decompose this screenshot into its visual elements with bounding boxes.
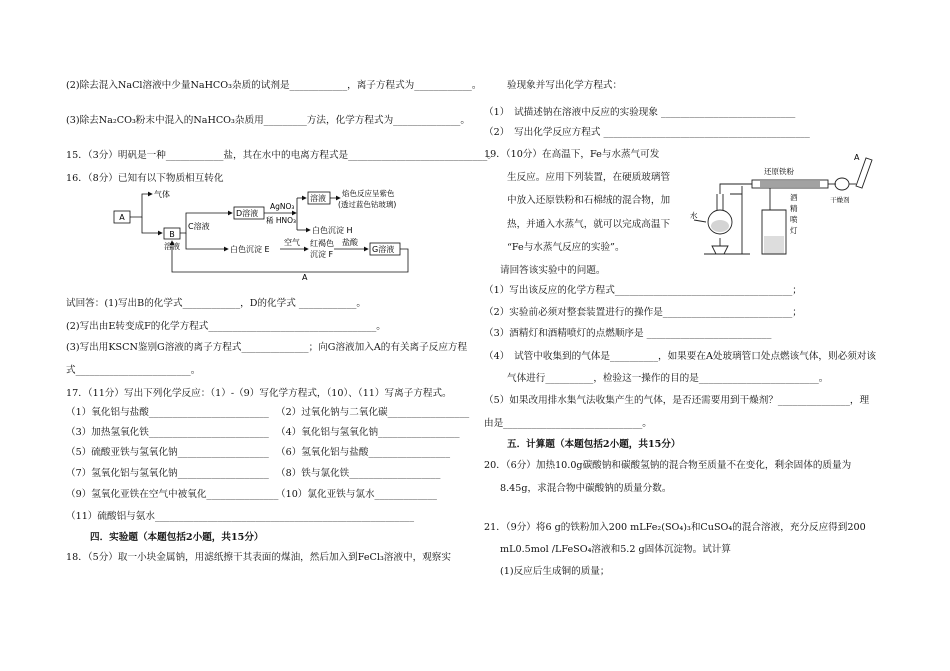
q19-sub5: （5）如果改用排水集气法收集产生的气体，是否还需要用到干燥剂？_______________，理: [484, 395, 870, 406]
q18-cont: 验现象并写出化学方程式：: [507, 80, 623, 91]
reagent-hno3: 稀 HNO₃: [266, 216, 297, 225]
q14-part3: (3)除去Na₂CO₃粉末中混入的NaHCO₃杂质用_________方法，化学方程式为______________。: [66, 115, 470, 126]
q16-sub2: (2)写出由E转变成F的化学方程式___________________________________。: [66, 321, 386, 332]
q19-sub3: （3）酒精灯和酒精喷灯的点燃顺序是 __________________________: [484, 328, 772, 339]
label-lamp-2: 精: [790, 204, 798, 213]
node-h: 白色沉淀 H: [312, 226, 353, 235]
question-21-sub1: (1)反应后生成铜的质量；: [500, 566, 610, 577]
reaction-4: （4）氧化铝与氢氧化钠_________________: [276, 427, 460, 438]
q19-line6: 请回答该实验中的问题。: [500, 265, 606, 276]
reaction-6: （6）氢氧化铝与盐酸_________________: [276, 447, 450, 458]
node-solution: 溶液: [310, 194, 326, 203]
q18-sub2: （2） 写出化学反应方程式 ___________________________________________: [484, 127, 810, 138]
conversion-diagram: [112, 186, 432, 280]
node-gas: 气体: [154, 190, 170, 199]
label-iron-powder: 还原铁粉: [764, 167, 794, 176]
reaction-8: （8）铁与氯化铁___________________: [276, 468, 441, 479]
reaction-11: （11）硫酸铝与氨水______________________________________________________: [66, 511, 414, 522]
node-c: C溶液: [188, 222, 210, 231]
reaction-3: （3）加热氢氧化铁_________________________: [66, 427, 269, 438]
reaction-5: （5）硫酸亚铁与氢氧化钠___________________: [66, 447, 269, 458]
q19-line2: 生反应。应用下列装置，在硬质玻璃管: [507, 172, 671, 183]
label-water: 水: [690, 211, 698, 220]
q19-sub4: （4） 试管中收集到的气体是__________，如果要在A处玻璃管口处点燃该气体，则必须对该: [484, 351, 876, 362]
q19-line5: “Fe与水蒸气反应的实验”。: [507, 242, 625, 253]
reagent-hcl: 盐酸: [342, 238, 358, 247]
node-f-line1: 红褐色: [310, 239, 334, 248]
reagent-a-bottom: A: [302, 273, 308, 280]
question-17: 17．（11分）写出下列化学反应：（1）-（9）写化学方程式，（10）、（11）写离子方程式。: [66, 388, 452, 399]
node-f-line2: 沉淀 F: [310, 250, 334, 259]
question-20: 20．（6分）加热10.0g碳酸钠和碳酸氢钠的混合物至质量不在变化，剩余固体的质量为: [484, 460, 852, 471]
question-20-cont: 8.45g，求混合物中碳酸钠的质量分数。: [500, 483, 672, 494]
section-4-heading: 四．实验题（本题包括2小题，共15分）: [90, 532, 264, 543]
cobalt-glass: (透过蓝色钴玻璃): [338, 200, 397, 209]
label-lamp-3: 喷: [790, 215, 798, 224]
node-g: G溶液: [372, 245, 395, 254]
node-a: A: [119, 213, 125, 222]
q19-sub2: （2）实验前必须对整套装置进行的操作是___________________________；: [484, 307, 802, 318]
q18-sub1: （1） 试描述钠在溶液中反应的实验现象 ____________________________: [484, 107, 796, 118]
q14-part2: (2)除去混入NaCl溶液中少量NaHCO₃杂质的试剂是____________，离子方程式为____________。: [66, 80, 482, 91]
label-lamp-4: 灯: [790, 226, 798, 235]
node-e: 白色沉淀 E: [230, 245, 270, 254]
q16-sub3: (3)写出用KSCN鉴别G溶液的离子方程式______________；向G溶液加入A的有关离子反应方程: [66, 342, 468, 353]
question-15: 15．（3分）明矾是一种____________盐，其在水中的电离方程式是_____________________________。: [66, 150, 497, 161]
question-19: 19．（10分）在高温下，Fe与水蒸气可发: [484, 149, 660, 160]
reaction-7: （7）氢氧化铝与氢氧化钠___________________: [66, 468, 269, 479]
reaction-1: （1）氧化铝与盐酸_________________________: [66, 407, 269, 418]
q19-sub1: （1）写出该反应的化学方程式_____________________________________；: [484, 285, 802, 296]
question-16: 16．（8分）已知有以下物质相互转化: [66, 173, 224, 184]
node-d: D溶液: [236, 209, 259, 218]
reagent-agno3: AgNO₃: [270, 202, 295, 211]
apparatus-figure: [690, 150, 880, 266]
question-21: 21．（9分）将6 g的铁粉加入200 mLFe₂(SO₄)₃和CuSO₄的混合溶液，充分反应得到200: [484, 522, 866, 533]
label-desiccant: 干燥剂: [830, 196, 850, 204]
question-18: 18．（5分）取一小块金属钠，用滤纸擦干其表面的煤油，然后加入到FeCl₃溶液中，观察实: [66, 552, 451, 563]
reagent-air: 空气: [284, 238, 300, 247]
node-b-solution: 溶液: [164, 242, 180, 251]
reaction-9: （9）氢氧化亚铁在空气中被氧化_______________: [66, 489, 279, 500]
q19-line3: 中放入还原铁粉和石棉绒的混合物，加: [507, 195, 671, 206]
q19-line4: 热，并通入水蒸气，就可以完成高温下: [507, 219, 671, 230]
question-21-cont: mL0.5mol /LFeSO₄溶液和5.2 g固体沉淀物。试计算: [500, 544, 731, 555]
q19-sub4-cont: 气体进行__________，检验这一操作的目的是_________________________。: [507, 373, 829, 384]
q16-sub1: 试回答：(1)写出B的化学式____________，D的化学式 ____________。: [66, 298, 367, 309]
q16-sub3-cont: 式________________________。: [66, 365, 201, 376]
reaction-2: （2）过氧化钠与二氧化碳_________________: [276, 407, 470, 418]
label-a: A: [854, 153, 860, 162]
reaction-10: （10）氯化亚铁与氯水_____________: [276, 489, 437, 500]
q19-sub5-cont: 由是_____________________________。: [484, 418, 652, 429]
section-5-heading: 五．计算题（本题包括2小题，共15分）: [507, 439, 681, 450]
node-b: B: [169, 230, 175, 239]
flame-test: 焰色反应呈紫色: [342, 189, 395, 198]
label-lamp-1: 酒: [790, 193, 798, 202]
